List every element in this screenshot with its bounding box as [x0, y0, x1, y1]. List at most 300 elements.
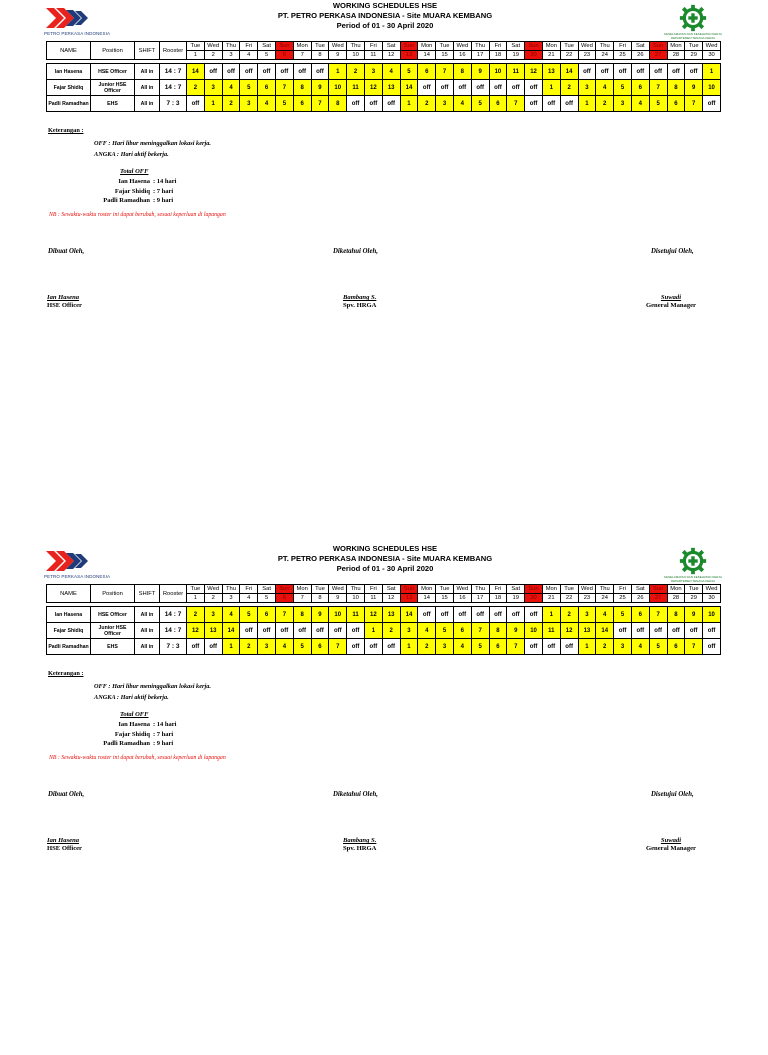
schedule-cell-off: off	[542, 639, 560, 655]
date-header: 26	[631, 51, 649, 60]
schedule-cell-workday: 3	[240, 96, 258, 112]
schedule-cell-workday: 5	[649, 96, 667, 112]
day-header: Tue	[685, 42, 703, 51]
date-header: 20	[525, 594, 543, 603]
date-header: 19	[507, 51, 525, 60]
schedule-cell-workday: 10	[489, 64, 507, 80]
day-header: Sat	[382, 42, 400, 51]
day-header: Tue	[685, 585, 703, 594]
date-header: 15	[436, 51, 454, 60]
schedule-cell-off: off	[293, 64, 311, 80]
personnel-row	[47, 64, 721, 80]
header-row-days	[47, 42, 721, 51]
petro-perkasa-logo-icon	[44, 6, 102, 30]
schedule-cell-workday: 10	[703, 607, 721, 623]
day-header: Thu	[596, 585, 614, 594]
person-roster: 14 : 7	[160, 623, 187, 639]
schedule-cell-workday: 3	[204, 607, 222, 623]
schedule-cell-workday: 3	[578, 80, 596, 96]
day-header: Tue	[436, 42, 454, 51]
day-header: Wed	[453, 585, 471, 594]
schedule-cell-off: off	[329, 623, 347, 639]
schedule-cell-workday: 3	[436, 639, 454, 655]
day-header: Thu	[347, 585, 365, 594]
day-header: Tue	[560, 42, 578, 51]
date-header: 10	[347, 51, 365, 60]
schedule-cell-off: off	[311, 64, 329, 80]
date-header: 17	[471, 594, 489, 603]
day-header: Thu	[347, 42, 365, 51]
schedule-cell-workday: 8	[667, 80, 685, 96]
date-header: 26	[631, 594, 649, 603]
day-header: Sat	[631, 585, 649, 594]
schedule-cell-workday: 3	[614, 96, 632, 112]
company-tag: PETRO PERKASA INDONESIA	[44, 31, 111, 36]
signer-1	[47, 837, 82, 853]
schedule-cell-workday: 11	[347, 80, 365, 96]
legend-angka: ANGKA : Hari aktif bekerja.	[94, 694, 169, 701]
schedule-cell-workday: 5	[240, 607, 258, 623]
schedule-cell-off: off	[685, 64, 703, 80]
schedule-cell-off: off	[560, 639, 578, 655]
day-header: Thu	[222, 585, 240, 594]
date-header: 2	[204, 51, 222, 60]
day-header: Sat	[258, 585, 276, 594]
schedule-cell-workday: 13	[382, 80, 400, 96]
schedule-cell-workday: 6	[631, 80, 649, 96]
schedule-cell-workday: 9	[685, 607, 703, 623]
day-header: Mon	[667, 42, 685, 51]
schedule-cell-workday: 12	[364, 607, 382, 623]
nb-note: NB : Sewaktu-waktu roster ini dapat berubah, sesuai keperluan di lapangan	[49, 212, 226, 218]
date-header: 5	[258, 51, 276, 60]
day-header: Wed	[204, 42, 222, 51]
schedule-cell-workday: 1	[400, 639, 418, 655]
date-header: 12	[382, 51, 400, 60]
schedule-cell-workday: 3	[400, 623, 418, 639]
keterangan-label: Keterangan :	[48, 127, 84, 134]
schedule-cell-workday: 5	[471, 96, 489, 112]
schedule-cell-workday: 2	[596, 96, 614, 112]
schedule-cell-workday: 6	[631, 607, 649, 623]
schedule-cell-workday: 4	[382, 64, 400, 80]
schedule-cell-off: off	[525, 80, 543, 96]
schedule-cell-workday: 5	[614, 607, 632, 623]
schedule-cell-off: off	[293, 623, 311, 639]
date-header: 18	[489, 594, 507, 603]
schedule-cell-workday: 8	[293, 607, 311, 623]
person-shift: All in	[135, 623, 160, 639]
schedule-cell-workday: 14	[187, 64, 205, 80]
schedule-cell-off: off	[578, 64, 596, 80]
schedule-cell-off: off	[418, 607, 436, 623]
date-header: 5	[258, 594, 276, 603]
schedule-cell-off: off	[240, 64, 258, 80]
schedule-cell-off: off	[703, 639, 721, 655]
total-off-name: Fajar Shidiq	[114, 730, 150, 738]
signer-name: Ian Hasena	[47, 294, 80, 301]
schedule-cell-workday: 2	[187, 607, 205, 623]
day-header: Sun	[525, 585, 543, 594]
schedule-cell-workday: 3	[614, 639, 632, 655]
schedule-cell-off: off	[275, 64, 293, 80]
company-site: PT. PETRO PERKASA INDONESIA - Site MUARA KEMBANG	[277, 553, 493, 563]
schedule-cell-workday: 8	[293, 80, 311, 96]
schedule-cell-workday: 7	[329, 639, 347, 655]
personnel-row	[47, 623, 721, 639]
schedule-cell-workday: 4	[453, 96, 471, 112]
total-off-value: : 7 hari	[153, 730, 174, 738]
day-header: Thu	[222, 42, 240, 51]
signer-2	[343, 837, 376, 853]
date-header: 18	[489, 51, 507, 60]
legend	[94, 681, 211, 703]
day-header: Tue	[311, 42, 329, 51]
schedule-cell-workday: 9	[311, 80, 329, 96]
date-header: 29	[685, 594, 703, 603]
signer-3	[646, 294, 696, 310]
document-title: WORKING SCHEDULES HSE	[332, 1, 438, 10]
date-header: 10	[347, 594, 365, 603]
schedule-cell-workday: 8	[667, 607, 685, 623]
person-roster: 14 : 7	[160, 64, 187, 80]
schedule-cell-off: off	[347, 96, 365, 112]
day-header: Wed	[329, 585, 347, 594]
schedule-cell-workday: 10	[329, 607, 347, 623]
date-header: 12	[382, 594, 400, 603]
schedule-cell-workday: 7	[507, 96, 525, 112]
signer-name: Suwadi	[660, 837, 682, 844]
schedule-cell-workday: 6	[667, 96, 685, 112]
date-header: 11	[364, 594, 382, 603]
k3-caption-2: DEPARTEMEN TENAGA KERJA	[670, 35, 715, 40]
person-shift: All in	[135, 96, 160, 112]
signer-1	[47, 294, 82, 310]
schedule-cell-workday: 4	[222, 80, 240, 96]
person-roster: 14 : 7	[160, 607, 187, 623]
schedule-cell-off: off	[311, 623, 329, 639]
schedule-cell-workday: 6	[258, 607, 276, 623]
schedule-cell-off: off	[614, 64, 632, 80]
day-header: Wed	[578, 585, 596, 594]
signer-title: Spv. HRGA	[343, 845, 377, 852]
schedule-cell-workday: 4	[596, 607, 614, 623]
day-header: Mon	[542, 42, 560, 51]
header-row-days	[47, 585, 721, 594]
schedule-cell-off: off	[560, 96, 578, 112]
date-header: 2	[204, 594, 222, 603]
schedule-cell-workday: 5	[649, 639, 667, 655]
day-header: Mon	[293, 42, 311, 51]
schedule-cell-workday: 6	[418, 64, 436, 80]
schedule-cell-off: off	[631, 623, 649, 639]
date-header: 30	[703, 51, 721, 60]
date-header: 1	[187, 51, 205, 60]
schedule-cell-workday: 8	[453, 64, 471, 80]
schedule-cell-off: off	[471, 80, 489, 96]
signature-known-by: Diketahui Oleh,	[333, 791, 378, 798]
total-off-name: Ian Hasena	[118, 720, 150, 728]
person-name: Fajar Shidiq	[47, 623, 91, 639]
schedule-cell-workday: 10	[703, 80, 721, 96]
day-header: Wed	[703, 42, 721, 51]
day-header: Wed	[703, 585, 721, 594]
date-header: 6	[275, 51, 293, 60]
signer-name: Bambang S.	[343, 837, 377, 844]
signature-approved-by: Disetujui Oleh,	[651, 791, 694, 798]
signature-known-by: Diketahui Oleh,	[333, 248, 378, 255]
schedule-cell-off: off	[187, 639, 205, 655]
day-header: Tue	[187, 585, 205, 594]
schedule-cell-workday: 4	[275, 639, 293, 655]
date-header: 28	[667, 51, 685, 60]
schedule-cell-workday: 2	[222, 96, 240, 112]
col-header-name: NAME	[47, 585, 91, 603]
date-header: 4	[240, 594, 258, 603]
schedule-cell-off: off	[703, 96, 721, 112]
date-header: 30	[703, 594, 721, 603]
day-header: Tue	[436, 585, 454, 594]
day-header: Fri	[614, 42, 632, 51]
day-header: Wed	[453, 42, 471, 51]
schedule-cell-workday: 8	[489, 623, 507, 639]
schedule-cell-workday: 5	[614, 80, 632, 96]
day-header: Fri	[364, 585, 382, 594]
day-header: Fri	[364, 42, 382, 51]
day-header: Tue	[560, 585, 578, 594]
date-header: 17	[471, 51, 489, 60]
legend-off: OFF : Hari libur meninggalkan lokasi kerja.	[94, 683, 211, 690]
period: Period of 01 - 30 April 2020	[336, 563, 434, 573]
schedule-cell-off: off	[222, 64, 240, 80]
schedule-cell-workday: 7	[649, 607, 667, 623]
schedule-cell-workday: 7	[685, 96, 703, 112]
signer-name: Bambang S.	[343, 294, 377, 301]
total-off-row	[96, 730, 176, 740]
total-off-value: : 9 hari	[153, 740, 174, 748]
day-header: Sun	[400, 42, 418, 51]
schedule-cell-off: off	[525, 607, 543, 623]
schedule-cell-workday: 6	[293, 96, 311, 112]
date-header: 19	[507, 594, 525, 603]
total-off-row	[96, 196, 176, 206]
total-off-title: Total OFF	[120, 711, 149, 718]
schedule-cell-workday: 4	[418, 623, 436, 639]
schedule-cell-workday: 2	[560, 607, 578, 623]
day-header: Fri	[489, 42, 507, 51]
schedule-cell-workday: 7	[436, 64, 454, 80]
date-header: 15	[436, 594, 454, 603]
schedule-cell-off: off	[667, 623, 685, 639]
schedule-cell-workday: 4	[631, 639, 649, 655]
schedule-cell-workday: 6	[258, 80, 276, 96]
schedule-cell-workday: 5	[293, 639, 311, 655]
signer-2	[343, 294, 376, 310]
date-header: 8	[311, 594, 329, 603]
schedule-cell-workday: 1	[542, 80, 560, 96]
col-header-roster: Rooster	[160, 42, 187, 60]
day-header: Thu	[471, 42, 489, 51]
schedule-cell-workday: 14	[560, 64, 578, 80]
day-header: Mon	[418, 585, 436, 594]
schedule-cell-workday: 13	[542, 64, 560, 80]
person-position: EHS	[91, 96, 135, 112]
date-header: 14	[418, 51, 436, 60]
signer-name: Suwadi	[660, 294, 682, 301]
personnel-row	[47, 96, 721, 112]
schedule-cell-off: off	[667, 64, 685, 80]
schedule-cell-off: off	[614, 623, 632, 639]
total-off-value: : 14 hari	[153, 720, 177, 728]
col-header-shift: SHIFT	[135, 585, 160, 603]
personnel-row	[47, 607, 721, 623]
schedule-cell-off: off	[364, 96, 382, 112]
personnel-row	[47, 639, 721, 655]
schedule-cell-off: off	[525, 96, 543, 112]
schedule-cell-workday: 14	[596, 623, 614, 639]
date-header: 16	[453, 51, 471, 60]
total-off-row	[96, 720, 176, 730]
day-header: Wed	[329, 42, 347, 51]
schedule-cell-workday: 3	[204, 80, 222, 96]
schedule-cell-workday: 12	[187, 623, 205, 639]
schedule-cell-workday: 11	[542, 623, 560, 639]
day-header: Sat	[507, 42, 525, 51]
person-position: HSE Officer	[91, 607, 135, 623]
day-header: Fri	[240, 585, 258, 594]
schedule-cell-workday: 13	[204, 623, 222, 639]
schedule-cell-workday: 2	[418, 96, 436, 112]
schedule-cell-off: off	[382, 96, 400, 112]
schedule-cell-workday: 7	[311, 96, 329, 112]
k3-logo	[664, 546, 722, 586]
petro-perkasa-logo-icon	[44, 549, 102, 573]
date-header: 21	[542, 51, 560, 60]
total-off-value: : 14 hari	[153, 177, 177, 185]
signature-approved-by: Disetujui Oleh,	[651, 248, 694, 255]
person-name: Padli Ramadhan	[47, 96, 91, 112]
schedule-cell-workday: 14	[400, 80, 418, 96]
schedule-cell-workday: 7	[649, 80, 667, 96]
schedule-cell-workday: 4	[596, 80, 614, 96]
schedule-cell-off: off	[507, 607, 525, 623]
schedule-cell-off: off	[347, 639, 365, 655]
date-header: 20	[525, 51, 543, 60]
schedule-cell-off: off	[649, 623, 667, 639]
schedule-cell-off: off	[418, 80, 436, 96]
schedule-cell-workday: 4	[631, 96, 649, 112]
person-position: Junior HSE Officer	[91, 80, 135, 96]
day-header: Fri	[489, 585, 507, 594]
signer-title: HSE Officer	[47, 845, 82, 852]
schedule-cell-workday: 13	[382, 607, 400, 623]
date-header: 23	[578, 594, 596, 603]
day-header: Mon	[293, 585, 311, 594]
date-header: 7	[293, 51, 311, 60]
person-name: Fajar Shidiq	[47, 80, 91, 96]
schedule-cell-off: off	[364, 639, 382, 655]
total-off-row	[96, 177, 176, 187]
notes-section	[48, 670, 84, 677]
day-header: Wed	[204, 585, 222, 594]
date-header: 11	[364, 51, 382, 60]
person-position: HSE Officer	[91, 64, 135, 80]
day-header: Tue	[187, 42, 205, 51]
col-header-position: Position	[91, 585, 135, 603]
legend-angka: ANGKA : Hari aktif bekerja.	[94, 151, 169, 158]
date-header: 9	[329, 51, 347, 60]
date-header: 21	[542, 594, 560, 603]
person-shift: All in	[135, 80, 160, 96]
schedule-cell-workday: 1	[222, 639, 240, 655]
schedule-cell-off: off	[436, 607, 454, 623]
day-header: Wed	[578, 42, 596, 51]
schedule-cell-off: off	[631, 64, 649, 80]
day-header: Sat	[507, 585, 525, 594]
k3-caption-1: KESELAMATAN DAN KESEHATAN KERJA	[664, 32, 722, 36]
schedule-cell-workday: 5	[471, 639, 489, 655]
schedule-cell-workday: 13	[578, 623, 596, 639]
schedule-cell-workday: 1	[204, 96, 222, 112]
schedule-cell-workday: 2	[240, 639, 258, 655]
personnel-row	[47, 80, 721, 96]
date-header: 25	[614, 51, 632, 60]
total-off	[96, 167, 176, 206]
schedule-cell-off: off	[685, 623, 703, 639]
document-header	[230, 544, 540, 573]
schedule-cell-off: off	[453, 607, 471, 623]
date-header: 4	[240, 51, 258, 60]
total-off-row	[96, 739, 176, 749]
schedule-cell-workday: 9	[311, 607, 329, 623]
date-header: 1	[187, 594, 205, 603]
schedule-cell-workday: 1	[703, 64, 721, 80]
total-off-name: Ian Hasena	[118, 177, 150, 185]
day-header: Fri	[240, 42, 258, 51]
col-header-shift: SHIFT	[135, 42, 160, 60]
date-header: 25	[614, 594, 632, 603]
total-off-value: : 7 hari	[153, 187, 174, 195]
day-header: Sun	[400, 585, 418, 594]
day-header: Sat	[631, 42, 649, 51]
period: Period of 01 - 30 April 2020	[336, 20, 434, 30]
person-name: Padli Ramadhan	[47, 639, 91, 655]
person-roster: 14 : 7	[160, 80, 187, 96]
total-off-row	[96, 187, 176, 197]
k3-logo	[664, 3, 722, 43]
k3-caption-1: KESELAMATAN DAN KESEHATAN KERJA	[664, 575, 722, 579]
date-header: 29	[685, 51, 703, 60]
schedule-cell-off: off	[649, 64, 667, 80]
schedule-cell-off: off	[507, 80, 525, 96]
schedule-cell-off: off	[258, 64, 276, 80]
schedule-cell-off: off	[542, 96, 560, 112]
schedule-cell-workday: 1	[400, 96, 418, 112]
total-off	[96, 710, 176, 749]
schedule-cell-workday: 9	[685, 80, 703, 96]
schedule-cell-workday: 2	[560, 80, 578, 96]
schedule-cell-workday: 7	[275, 80, 293, 96]
person-shift: All in	[135, 639, 160, 655]
signer-3	[646, 837, 696, 853]
schedule-cell-off: off	[382, 639, 400, 655]
schedule-cell-workday: 4	[222, 607, 240, 623]
date-header: 14	[418, 594, 436, 603]
signer-title: General Manager	[646, 302, 696, 309]
schedule-cell-workday: 3	[436, 96, 454, 112]
schedule-cell-workday: 3	[578, 607, 596, 623]
date-header: 6	[275, 594, 293, 603]
